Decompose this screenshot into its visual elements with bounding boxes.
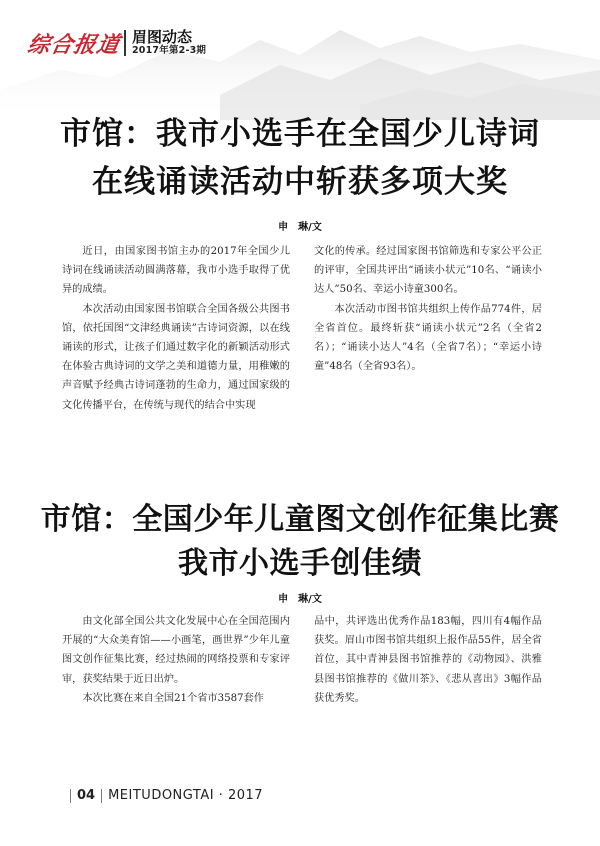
paragraph: 本次比赛在来自全国21个省市3587套作 [82,692,264,704]
issue-label: 2017年第2-3期 [132,44,207,56]
article2-left-column [62,612,290,708]
article1-byline: 申 琳/文 [278,222,322,233]
divider [101,789,102,803]
article1-title-line1: 市馆：我市小选手在全国少儿诗词 [60,116,540,152]
section-logo: 综合报道 [25,32,123,58]
article2-byline: 申 琳/文 [278,594,322,605]
column-title: 眉图动态 [132,28,193,46]
page-footer [70,788,263,803]
paragraph: 文化的传承。经过国家图书馆筛选和专家公平公正的评审，全国共评出“诵读小状元”10名、“诵读小达人”50名、幸运小诗童300名。 [314,246,542,296]
mountain-landscape-banner [0,0,600,120]
paragraph: 由文化部全国公共文化发展中心在全国范围内开展的“大众美育馆——小画笔，画世界”少年儿童图文创作征集比赛，经过热闹的网络投票和专家评审，获奖结果于近日出炉。 [62,616,290,685]
magazine-name: MEITUDONGTAI · 2017 [108,788,264,803]
article1-left-column [62,242,290,415]
article2-right-column [314,612,542,708]
article1-title-line2: 在线诵读活动中斩获多项大奖 [92,164,508,200]
page-number: 04 [77,788,96,803]
article1-right-column [314,242,542,415]
paragraph: 本次活动市图书馆共组织上传作品774件，居全省首位。最终斩获“诵读小状元”2名（全省2名）；“诵读小达人”4名（全省7名）；“幸运小诗童”48名（全省93名）。 [314,303,542,373]
column-header [124,30,206,56]
paragraph: 近日，由国家图书馆主办的2017年全国少儿诗词在线诵读活动圆满落幕，我市小选手取得了优异的成绩。 [62,246,290,296]
article2-body [62,612,542,708]
article2-title-line2: 我市小选手创佳绩 [178,546,422,581]
divider [70,789,71,803]
paragraph: 品中，共评选出优秀作品183幅，四川有4幅作品获奖。眉山市图书馆共组织上报作品55件，居全省首位，其中青神县图书馆推荐的《动物园》、洪雅县图书馆推荐的《做川茶》、《悲从喜出》3幅作品获优秀奖。 [314,616,542,704]
article1-title [0,110,600,206]
paragraph: 本次活动由国家图书馆联合全国各级公共图书馆，依托国图“文津经典诵读”古诗词资源，以在线诵读的形式，让孩子们通过数字化的新颖活动形式在体验古典诗词的文学之美和道德力量，用稚嫩的声音赋予经典古诗词蓬勃的生命力，通过国家级的文化传播平台，在传统与现代的结合中实现 [62,303,290,411]
article2-title [0,498,600,586]
article2-title-line1: 市馆：全国少年儿童图文创作征集比赛 [40,502,560,537]
article1-body [62,242,542,415]
